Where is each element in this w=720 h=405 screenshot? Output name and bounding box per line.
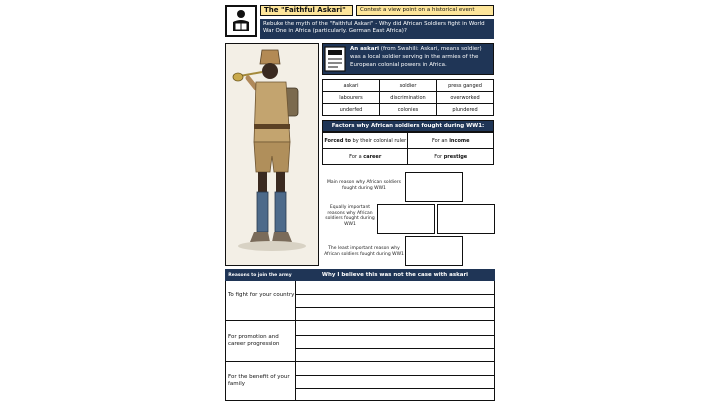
factor-cell: Forced to by their colonial ruler [323,133,408,149]
factors-heading: Factors why African soldiers fought during WW1: [322,120,494,132]
worksheet-title: The "Faithful Askari" [260,5,353,16]
key-word: colonies [380,104,437,116]
enquiry-question: Rebuke the myth of the "Faithful Askari" - Why did African Soldiers fight in World War One in Africa (particularly. German East Africa)? [260,19,494,39]
row-divider [225,320,495,321]
reason-row-label: For the benefit of your family [228,374,290,387]
table-row [323,149,494,165]
answer-line[interactable] [295,348,495,349]
table-row [323,92,494,104]
table-row [323,80,494,92]
definition-body: (from Swahili: Askari, means soldier) was a local soldier serving in the armies of the European colonial powers in Africa. [350,46,482,68]
key-word: plundered [437,104,494,116]
belief-column-header: Why I believe this was not the case with askari [295,269,495,281]
key-word: soldier [380,80,437,92]
reason-row-label: To fight for your country [228,292,295,298]
reasons-column-header: Reasons to join the army [225,269,295,281]
key-word: labourers [323,92,380,104]
definition-term: An askari [350,46,380,52]
factors-table [322,132,494,165]
answer-line[interactable] [295,307,495,308]
reading-person-icon [225,5,257,37]
dictionary-icon [324,46,346,72]
definition-text [350,45,492,73]
key-word: overworked [437,92,494,104]
key-word: discrimination [380,92,437,104]
key-words-table [322,79,494,116]
reason-row-label: For promotion and career progression [228,334,280,347]
factor-cell: For a career [323,149,408,165]
key-word: askari [323,80,380,92]
answer-line[interactable] [295,335,495,336]
table-row [323,104,494,116]
main-reason-box[interactable] [405,172,463,202]
key-word: press ganged [437,80,494,92]
row-divider [225,361,495,362]
factor-cell: For an income [408,133,494,149]
worksheet-page [222,2,496,403]
factor-cell: For prestige [408,149,494,165]
key-word: underfed [323,104,380,116]
answer-line[interactable] [295,388,495,389]
least-reason-box[interactable] [405,236,463,266]
table-row [323,133,494,149]
main-reason-label: Main reason why African soldiers fought during WW1 [327,180,401,191]
least-reason-label: The least important reason why African soldiers fought during WW1 [324,246,404,257]
equal-reason-box-left[interactable] [377,204,435,234]
answer-line[interactable] [295,375,495,376]
equal-reasons-label: Equally important reasons why African soldiers fought during WW1 [325,205,375,227]
equal-reason-box-right[interactable] [437,204,495,234]
worksheet-subtitle: Contest a view point on a historical event [356,5,494,16]
column-divider [295,281,296,401]
answer-line[interactable] [295,294,495,295]
askari-illustration [225,43,319,266]
